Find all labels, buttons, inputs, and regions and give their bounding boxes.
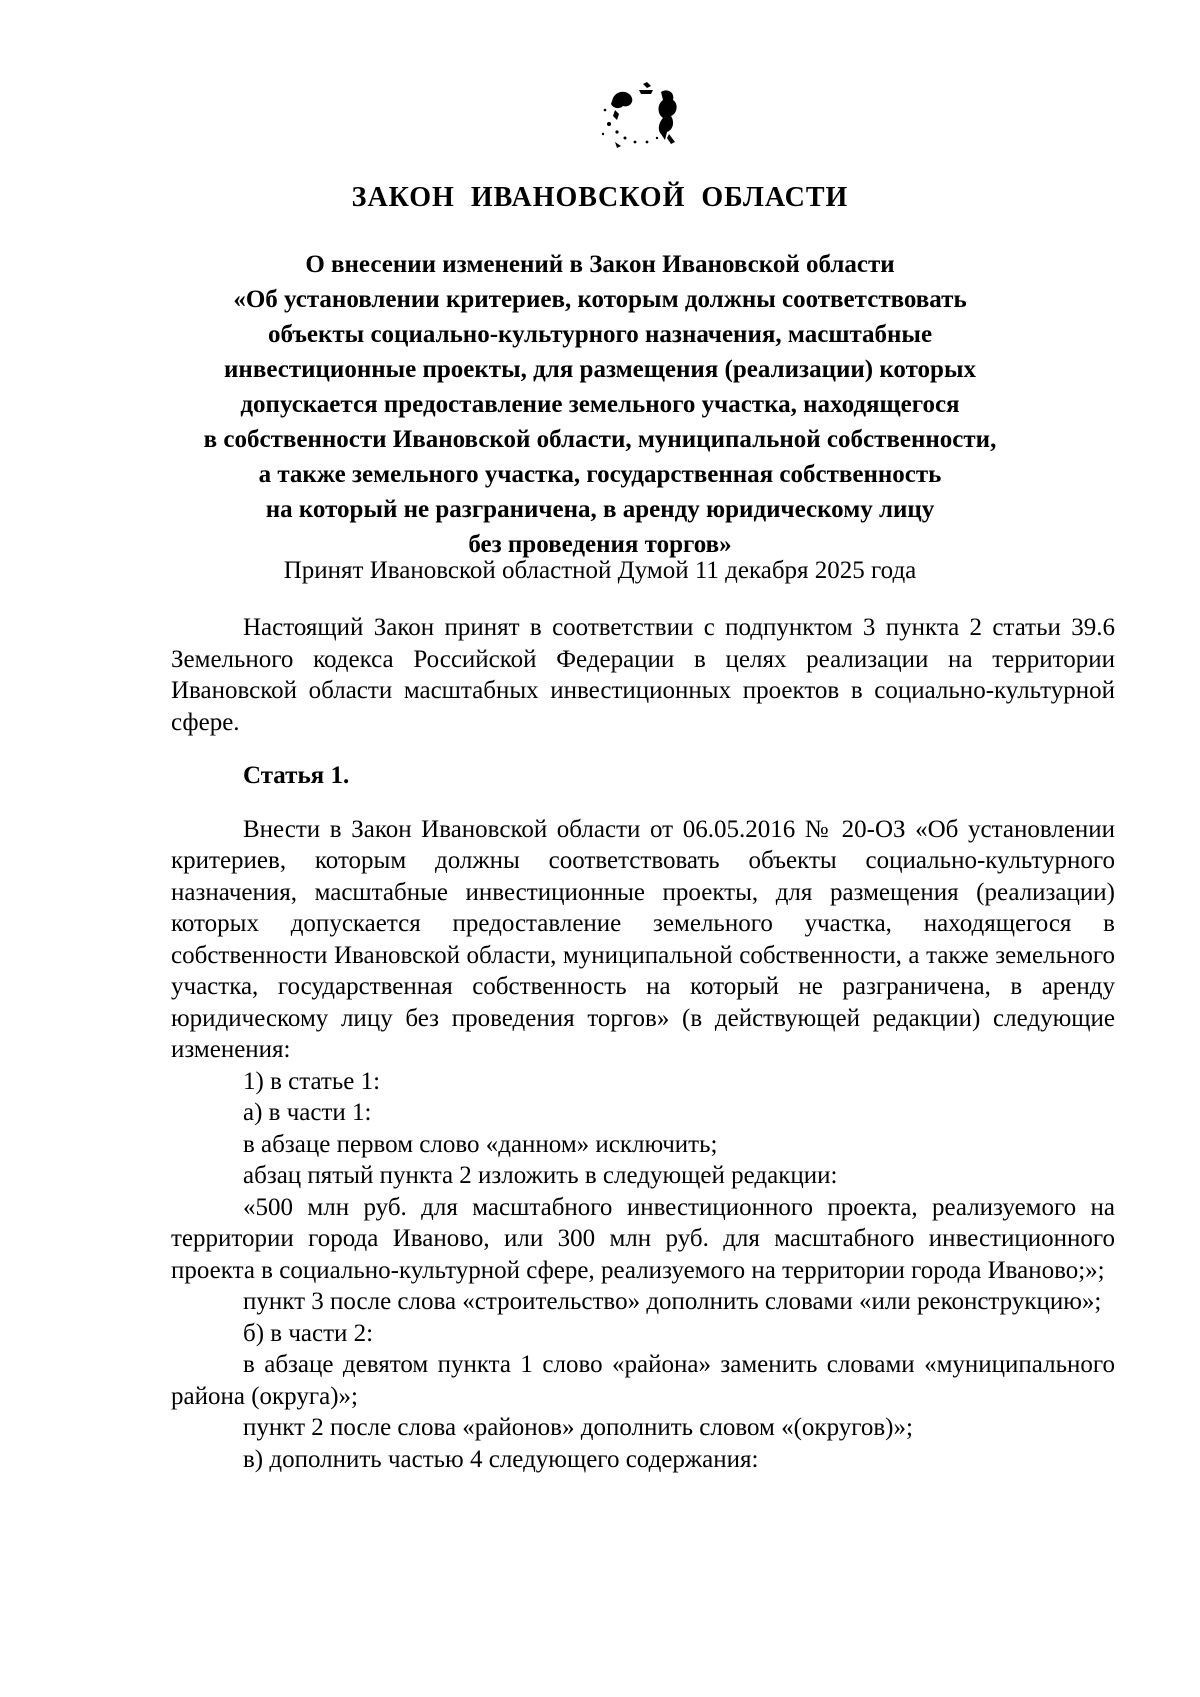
subject-line: объекты социально-культурного назначения, масштабные — [267, 321, 933, 348]
adoption-line: Принят Ивановской областной Думой 11 декабря 2025 года — [283, 557, 917, 584]
article-paragraph: а) в части 1: — [243, 1099, 372, 1126]
article-paragraph: б) в части 2: — [243, 1319, 374, 1347]
subject-line: инвестиционные проекты, для размещения (реализации) которых — [224, 356, 976, 383]
spacer — [171, 738, 1115, 760]
article-paragraph: в абзаце девятом пункта 1 слово «района» заменить словами «муниципального района (округа)»; — [171, 1351, 1115, 1410]
subject-line: без проведения торгов» — [468, 531, 732, 558]
article-paragraph: абзац пятый пункта 2 изложить в следующей редакции: — [243, 1162, 838, 1189]
article-paragraph: 1) в статье 1: — [243, 1067, 381, 1095]
subject-line: «Об установлении критериев, которым должны соответствовать — [233, 286, 967, 313]
article-heading: Статья 1. — [243, 762, 350, 789]
law-body — [171, 612, 1115, 1475]
subject-line: О внесении изменений в Закон Ивановской области — [305, 251, 895, 278]
article-paragraph: пункт 3 после слова «строительство» дополнить словами «или реконструкцию»; — [243, 1288, 1102, 1315]
article-paragraph: Внести в Закон Ивановской области от 06.05.2016 № 20-ОЗ «Об установлении критериев, которым должны соответствовать объекты социально-культурного назначения, масштабные инвестиционные проекты, для размещения (реализации) которых допускается предоставление земельного участка, находящегося в собственности Ивановской области, муниципальной собственности, а также земельного участка, государственная собственность на который не разграничена, в аренду юридическому лицу без проведения торгов» (в действующей редакции) следующие изменения: — [171, 815, 1115, 1063]
subject-line: на который не разграничена, в аренду юридическому лицу — [265, 496, 935, 523]
subject-line: допускается предоставление земельного участка, находящегося — [240, 391, 960, 418]
article-paragraph: пункт 2 после слова «районов» дополнить словом «(округов)»; — [243, 1414, 913, 1441]
spacer — [171, 792, 1115, 814]
coat-of-arms-emblem — [595, 80, 695, 160]
article-paragraph: в абзаце первом слово «данном» исключить; — [243, 1130, 718, 1158]
article-paragraph: в) дополнить частью 4 следующего содержания: — [243, 1445, 759, 1473]
law-title: ЗАКОН ИВАНОВСКОЙ ОБЛАСТИ — [351, 182, 849, 213]
article-paragraph: «500 млн руб. для масштабного инвестиционного проекта, реализуемого на территории города Иваново, или 300 млн руб. для масштабного инвестиционного проекта в социально-культурной сфере, реализуемого на территории города Иваново;»; — [171, 1193, 1115, 1284]
subject-line: в собственности Ивановской области, муниципальной собственности, — [203, 426, 997, 453]
preamble-paragraph: Настоящий Закон принят в соответствии с подпунктом 3 пункта 2 статьи 39.6 Земельного кодекса Российской Федерации в целях реализации на территории Ивановской области масштабных инвестиционных проектов в социально-культурной сфере. — [171, 614, 1115, 736]
law-subject — [150, 247, 1050, 562]
subject-line: а также земельного участка, государственная собственность — [258, 461, 942, 488]
